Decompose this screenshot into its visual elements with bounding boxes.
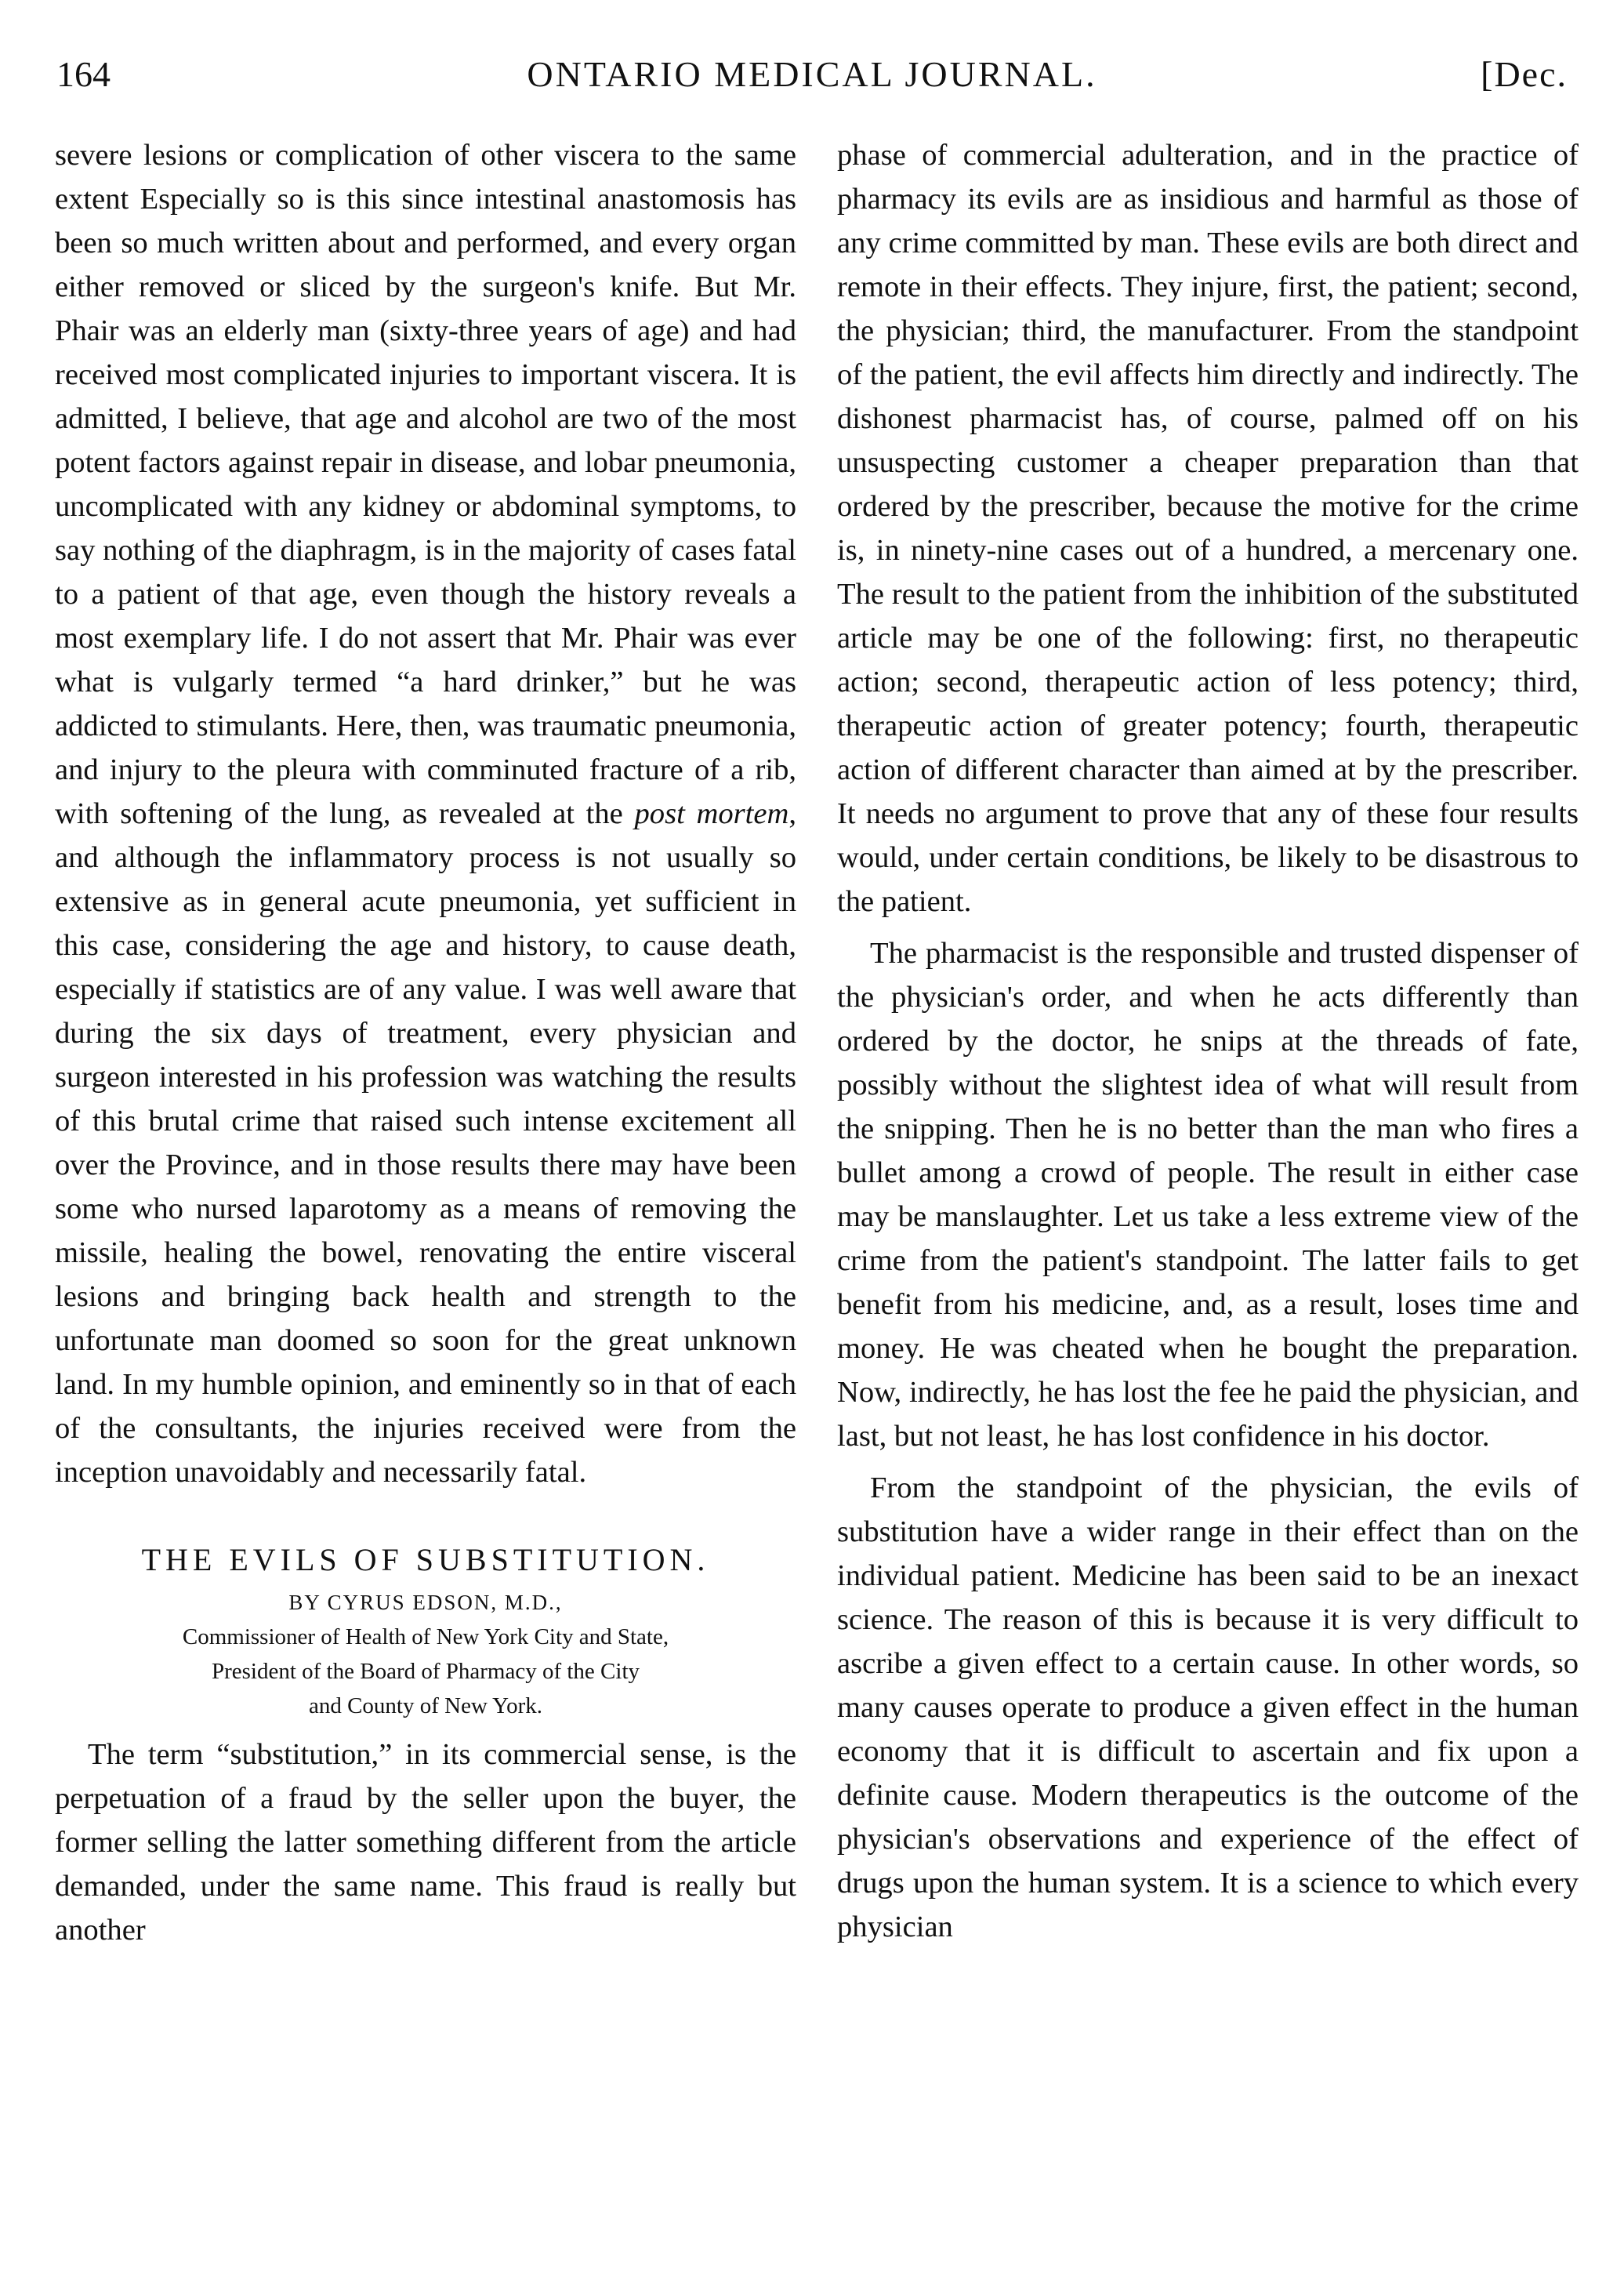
body-paragraph: From the standpoint of the physician, the evils of substitution have a wider range in their effect than on the individual patient. Medicine has been said to be an inexact science. The reason of this is because it is very difficult to ascribe a given effect to a certain cause. In other words, so many causes operate to produce a given effect in the human economy that it is difficult to ascertain and fix upon a definite cause. Modern therapeutics is the outcome of the physician's observations and experience of the effect of drugs upon the human system. It is a science to which every physician xyxy=(837,1471,1579,1943)
left-column xyxy=(55,133,796,2250)
affiliation-line: President of the Board of Pharmacy of the City xyxy=(211,1659,640,1684)
author-affiliation xyxy=(55,1620,796,1723)
affiliation-line: Commissioner of Health of New York City and State, xyxy=(182,1624,669,1649)
issue-month: [Dec. xyxy=(1481,54,1568,94)
body-paragraph: The pharmacist is the responsible and trusted dispenser of the physician's order, and when he acts differently than ordered by the doctor, he snips at the threads of fate, possibly without the slightest idea of what will result from the snipping. Then he is no better than the man who fires a bullet among a crowd of people. The result in either case may be manslaughter. Let us take a less extreme view of the crime from the patient's standpoint. The latter fails to get benefit from his medicine, and, as a result, loses time and money. He was cheated when he bought the preparation. Now, indirectly, he has lost the fee he paid the physician, and last, but not least, he has lost confidence in his doctor. xyxy=(837,937,1579,1453)
paragraph-text: severe lesions or complication of other viscera to the same extent Especially so is this since intestinal anastomosis has been so much written about and performed, and every organ either removed or sliced by the surgeon's knife. But Mr. Phair was an elderly man (sixty-three years of age) and had received most complicated injuries to important viscera. It is admitted, I believe, that age and alcohol are two of the most potent factors against repair in disease, and lobar pneumonia, uncomplicated with any kidney or abdominal symptoms, to say nothing of the diaphragm, is in the majority of cases fatal to a patient of that age, even though the history reveals a most exemplary life. I do not assert that Mr. Phair was ever what is vulgarly termed “a hard drinker,” but he was addicted to stimulants. Here, then, was traumatic pneumonia, and injury to the pleura with comminuted fracture of a rib, with softening of the lung, as revealed at the xyxy=(55,139,796,830)
body-paragraph xyxy=(55,133,796,1494)
author-byline: BY CYRUS EDSON, M.D., xyxy=(288,1591,563,1614)
running-header xyxy=(0,0,1624,110)
journal-title: ONTARIO MEDICAL JOURNAL. xyxy=(527,54,1097,94)
article-heading xyxy=(55,1538,796,1723)
body-paragraph: phase of commercial adulteration, and in the practice of pharmacy its evils are as insidious and harmful as those of any crime committed by man. These evils are both direct and remote in their effects. They injure, first, the patient; second, the physician; third, the manufacturer. From the standpoint of the patient, the evil affects him directly and indirectly. The dishonest pharmacist has, of course, palmed off on his unsuspecting customer a cheaper preparation than that ordered by the prescriber, because the motive for the crime is, in ninety-nine cases out of a hundred, a mercenary one. The result to the patient from the inhibition of the substituted article may be one of the following: first, no therapeutic action; second, therapeutic action of less potency; third, therapeutic action of greater potency; fourth, therapeutic action of different character than aimed at by the prescriber. It needs no argument to prove that any of these four results would, under certain conditions, be likely to be disastrous to the patient. xyxy=(837,139,1579,918)
right-column xyxy=(837,133,1579,2250)
italic-term: post mortem xyxy=(634,797,789,830)
page-number: 164 xyxy=(56,54,111,94)
paragraph-text: , and although the inflammatory process is not usually so extensive as in general acute pneumonia, yet sufficient in this case, considering the age and history, to cause death, especially if statistics are of any value. I was well aware that during the six days of treatment, every physician and surgeon interested in his profession was watching the results of this brutal crime that raised such intense excitement all over the Province, and in those results there may have been some who nursed laparotomy as a means of removing the missile, healing the bowel, renovating the entire visceral lesions and bringing back health and strength to the unfortunate man doomed so soon for the great unknown land. In my humble opinion, and eminently so in that of each of the consultants, the injuries received were from the inception unavoidably and necessarily fatal. xyxy=(55,797,796,1489)
body-paragraph: The term “substitution,” in its commercial sense, is the perpetuation of a fraud by the seller upon the buyer, the former selling the latter something different from the article demanded, under the same name. This fraud is really but another xyxy=(55,1738,796,1947)
article-title: THE EVILS OF SUBSTITUTION. xyxy=(141,1542,710,1577)
affiliation-line: and County of New York. xyxy=(308,1693,543,1718)
